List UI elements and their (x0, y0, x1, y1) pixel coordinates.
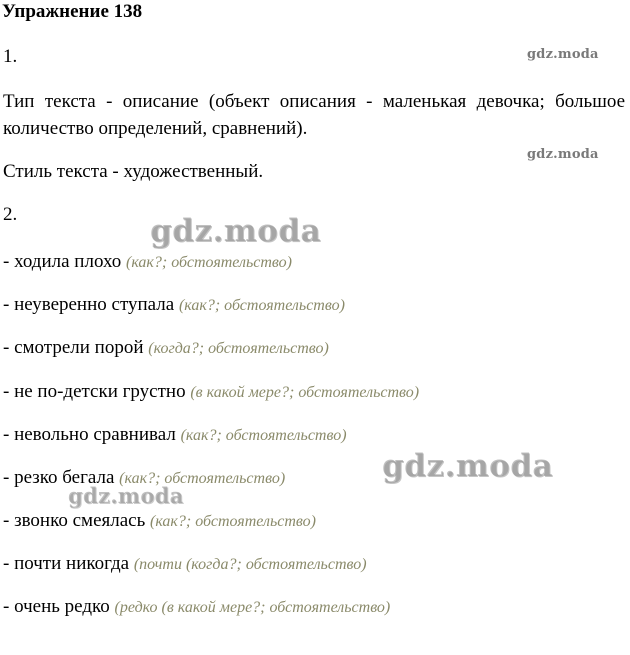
watermark-logo: gdz.moda (150, 213, 321, 249)
list-item (3, 293, 345, 318)
phrase: - ходила плохо (3, 251, 122, 272)
list-item (3, 423, 347, 448)
watermark-logo: gdz.moda (68, 483, 184, 508)
annotation: (как?; обстоятельство) (126, 254, 292, 271)
part1-number: 1. (3, 46, 18, 67)
text-style-line: Стиль текста - художественный. (3, 161, 264, 182)
phrase: - резко бегала (3, 467, 115, 488)
watermark-logo: gdz.moda (527, 147, 599, 162)
list-item (3, 552, 367, 577)
phrase: - очень редко (3, 596, 110, 617)
list-item (3, 509, 316, 534)
phrase: - невольно сравнивал (3, 424, 176, 445)
phrase: - почти никогда (3, 553, 130, 574)
list-item (3, 336, 329, 361)
watermark-logo: gdz.moda (382, 448, 553, 484)
annotation: (когда?; обстоятельство) (148, 340, 329, 357)
watermark-logo: gdz.moda (527, 47, 599, 62)
part2-number: 2. (3, 204, 18, 225)
phrase: - смотрели порой (3, 337, 144, 358)
list-item (3, 250, 292, 275)
annotation: (редко (в какой мере?; обстоятельство) (114, 599, 391, 616)
annotation: (почти (когда?; обстоятельство) (133, 556, 367, 573)
annotation: (в какой мере?; обстоятельство) (190, 384, 420, 401)
page-title: Упражнение 138 (2, 1, 143, 22)
list-item (3, 595, 390, 620)
text-type-paragraph: Тип текста - описание (объект описания - маленькая девочка; большое количество определений, сравнений). (3, 91, 625, 139)
phrase: - не по-детски грустно (3, 381, 186, 402)
phrase: - неуверенно ступала (3, 294, 175, 315)
annotation: (как?; обстоятельство) (119, 470, 286, 487)
phrase: - звонко смеялась (3, 510, 146, 531)
annotation: (как?; обстоятельство) (180, 427, 347, 444)
list-item (3, 380, 419, 405)
annotation: (как?; обстоятельство) (178, 297, 345, 314)
annotation: (как?; обстоятельство) (150, 513, 316, 530)
